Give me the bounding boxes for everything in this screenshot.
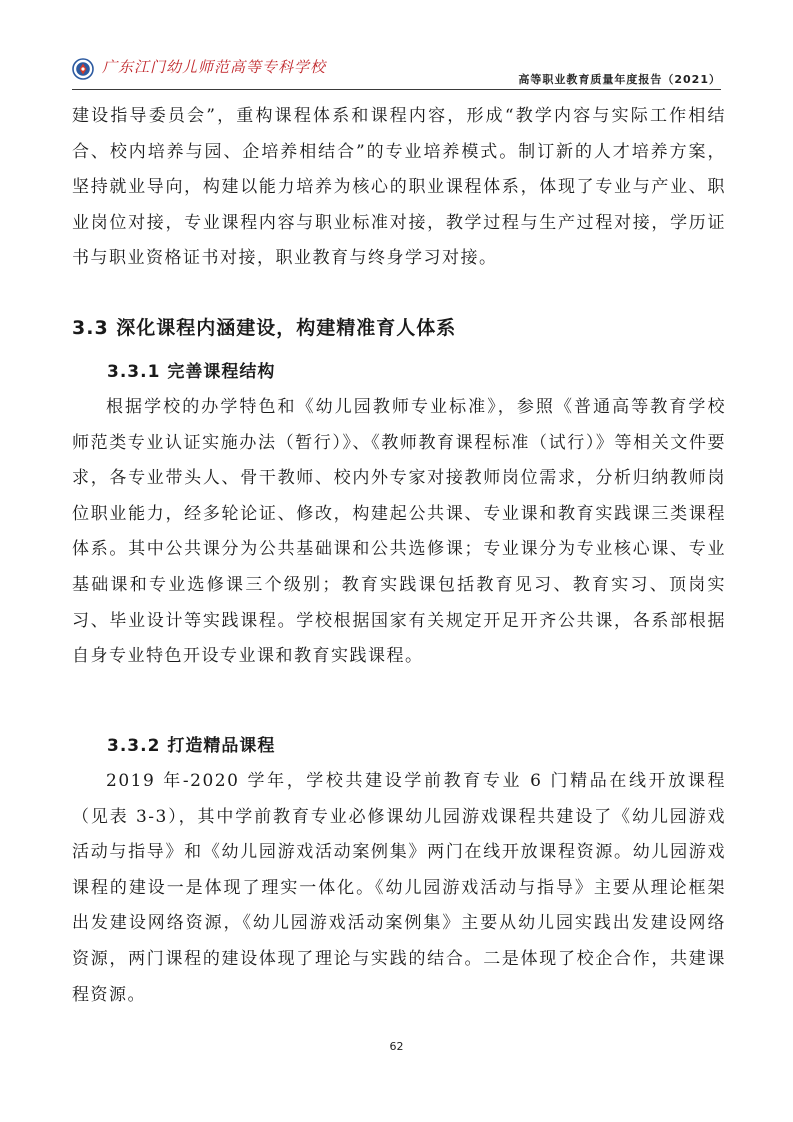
page-header [72,52,721,92]
section-heading-3-3: 3.3 深化课程内涵建设，构建精准育人体系 [72,317,457,339]
school-logo-icon [72,58,94,80]
school-name-signature: 广东江门幼儿师范高等专科学校 [102,58,327,76]
paragraph-quality-courses: 2019 年-2020 学年，学校共建设学前教育专业 6 门精品在线开放课程（见表 3-3），其中学前教育专业必修课幼儿园游戏课程共建设了《幼儿园游戏活动与指导》和《幼儿园游戏活动案例集》两门在线开放课程资源。幼儿园游戏课程的建设一是体现了理实一体化。《幼儿园游戏活动与指导》主要从理论框架出发建设网络资源，《幼儿园游戏活动案例集》主要从幼儿园实践出发建设网络资源，两门课程的建设体现了理论与实践的结合。二是体现了校企合作，共建课程资源。 [72,771,726,1005]
paragraph-course-structure: 根据学校的办学特色和《幼儿园教师专业标准》，参照《普通高等教育学校师范类专业认证实施办法（暂行）》、《教师教育课程标准（试行）》等相关文件要求，各专业带头人、骨干教师、校内外专家对接教师岗位需求，分析归纳教师岗位职业能力，经多轮论证、修改，构建起公共课、专业课和教育实践课三类课程体系。其中公共课分为公共基础课和公共选修课；专业课分为专业核心课、专业基础课和专业选修课三个级别；教育实践课包括教育见习、教育实习、顶岗实习、毕业设计等实践课程。学校根据国家有关规定开足开齐公共课，各系部根据自身专业特色开设专业课和教育实践课程。 [72,397,726,667]
paragraph-continuation: 建设指导委员会”，重构课程体系和课程内容，形成“教学内容与实际工作相结合、校内培养与园、企培养相结合”的专业培养模式。制订新的人才培养方案，坚持就业导向，构建以能力培养为核心的职业课程体系，体现了专业与产业、职业岗位对接，专业课程内容与职业标准对接，教学过程与生产过程对接，学历证书与职业资格证书对接，职业教育与终身学习对接。 [72,106,726,269]
report-title: 高等职业教育质量年度报告（2021） [518,73,721,86]
subsection-heading-3-3-1: 3.3.1 完善课程结构 [107,362,276,382]
header-divider [72,89,721,90]
page-number: 62 [389,1040,404,1053]
subsection-heading-3-3-2: 3.3.2 打造精品课程 [107,736,276,756]
